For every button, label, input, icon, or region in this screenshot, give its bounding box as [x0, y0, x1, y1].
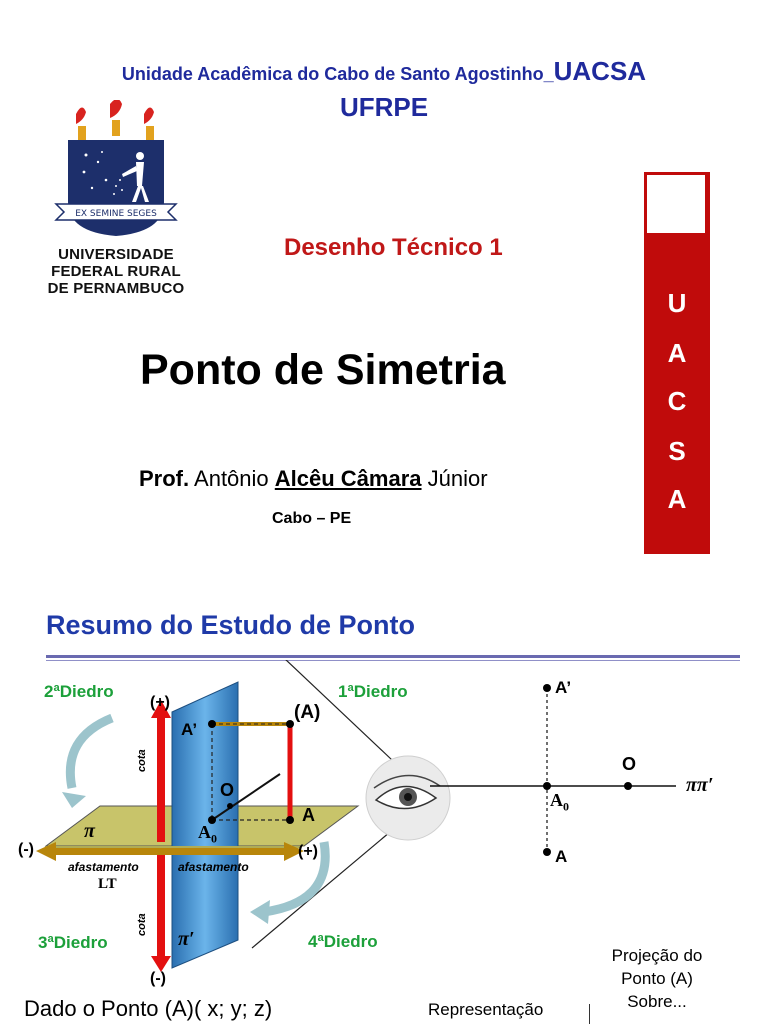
epure-label-a0-sub: 0 [563, 799, 569, 814]
label-minus-bottom: (-) [150, 970, 166, 987]
logo-name-line: UNIVERSIDADE [58, 246, 174, 263]
bar-letter: A [667, 338, 687, 368]
epure-label-o: O [622, 754, 637, 774]
logo-name-line: DE PERNAMBUCO [47, 280, 185, 297]
bar-letter: A [667, 484, 687, 514]
label-pi: π [84, 820, 95, 842]
epure-label-a0 [550, 790, 569, 815]
arrow-head-icon [62, 792, 86, 808]
epure-point-o [624, 782, 632, 790]
cota-arrow-up [157, 712, 165, 842]
header-institution [0, 56, 768, 87]
logo-motto: EX SEMINE SEGES [75, 209, 157, 219]
bar-white-box [645, 173, 707, 235]
label-diedro-4: 4ªDiedro [308, 932, 378, 951]
epure-point-a [543, 848, 551, 856]
label-plus-top: (+) [150, 694, 170, 711]
afastamento-arrow [50, 848, 290, 855]
course-name: Desenho Técnico 1 [284, 234, 503, 261]
projection-text [596, 944, 718, 1013]
projection-line-text: Projeção do [611, 946, 703, 965]
label-diedro-2: 2ªDiedro [44, 682, 114, 701]
rotation-arrow [70, 718, 112, 788]
label-cota-bottom: cota [136, 913, 148, 936]
author-first-name: Antônio [194, 466, 269, 491]
text-divider [589, 1004, 590, 1024]
header-institution-acronym: UACSA [553, 56, 647, 86]
bar-letter: U [667, 288, 687, 318]
label-diedro-1: 1ªDiedro [338, 682, 408, 701]
author-line [139, 466, 488, 492]
shield-icon [68, 140, 164, 236]
author-prefix: Prof. [139, 466, 190, 491]
point-a-prime [208, 720, 216, 728]
label-afastamento-right: afastamento [178, 860, 249, 874]
epure-point-a-prime [543, 684, 551, 692]
label-pi-prime: π′ [178, 928, 195, 950]
title-rule [46, 655, 740, 658]
epure-label-a: A [555, 847, 568, 866]
cota-arrow-down [157, 852, 165, 962]
point-a [286, 816, 294, 824]
header-institution-prefix: Unidade Acadêmica do Cabo de Santo Agostinho_ [121, 64, 554, 84]
label-lt: LT [98, 876, 117, 892]
label-a0-sub: 0 [211, 831, 217, 846]
torch-icon [76, 107, 86, 140]
bar-letter: S [668, 436, 686, 466]
projection-line-text: Ponto (A) [621, 969, 693, 988]
arrow-head-icon [250, 900, 270, 924]
epure-label-pipi: ππ′ [686, 774, 714, 796]
epure-label-a-prime: A’ [555, 678, 572, 697]
label-a0-letter: A [198, 822, 211, 842]
label-plus-right: (+) [298, 843, 318, 860]
bar-letter: C [667, 386, 687, 416]
label-a: A [302, 805, 315, 825]
given-point-text: Dado o Ponto (A)( x; y; z) [24, 996, 273, 1021]
header-university: UFRPE [339, 92, 429, 122]
label-diedro-3: 3ªDiedro [38, 933, 108, 952]
point-o [227, 803, 233, 809]
epure-point-a0 [543, 782, 551, 790]
label-a0 [198, 822, 217, 847]
label-cota-top: cota [136, 749, 148, 772]
author-last-name: Júnior [427, 466, 488, 491]
arrow-head-icon [36, 842, 56, 861]
torch-icon [144, 107, 154, 140]
epure-label-a0-letter: A [550, 790, 563, 810]
projection-line-text: Sobre... [627, 992, 687, 1011]
label-a-prime: A’ [181, 720, 198, 739]
point-a-space [286, 720, 294, 728]
slide-title: Ponto de Simetria [140, 346, 506, 394]
label-minus-left: (-) [18, 841, 34, 858]
author-surname: Alcêu Câmara [274, 466, 422, 491]
location: Cabo – PE [272, 510, 352, 527]
representation-text: Representação [428, 1000, 544, 1019]
eye-icon [366, 756, 450, 840]
torch-icon [110, 100, 122, 136]
label-o: O [220, 780, 235, 800]
label-afastamento-left: afastamento [68, 860, 139, 874]
label-a-space: (A) [294, 702, 321, 723]
section-title: Resumo do Estudo de Ponto [46, 610, 415, 640]
logo-university-name [36, 246, 196, 297]
logo-name-line: FEDERAL RURAL [51, 263, 181, 280]
